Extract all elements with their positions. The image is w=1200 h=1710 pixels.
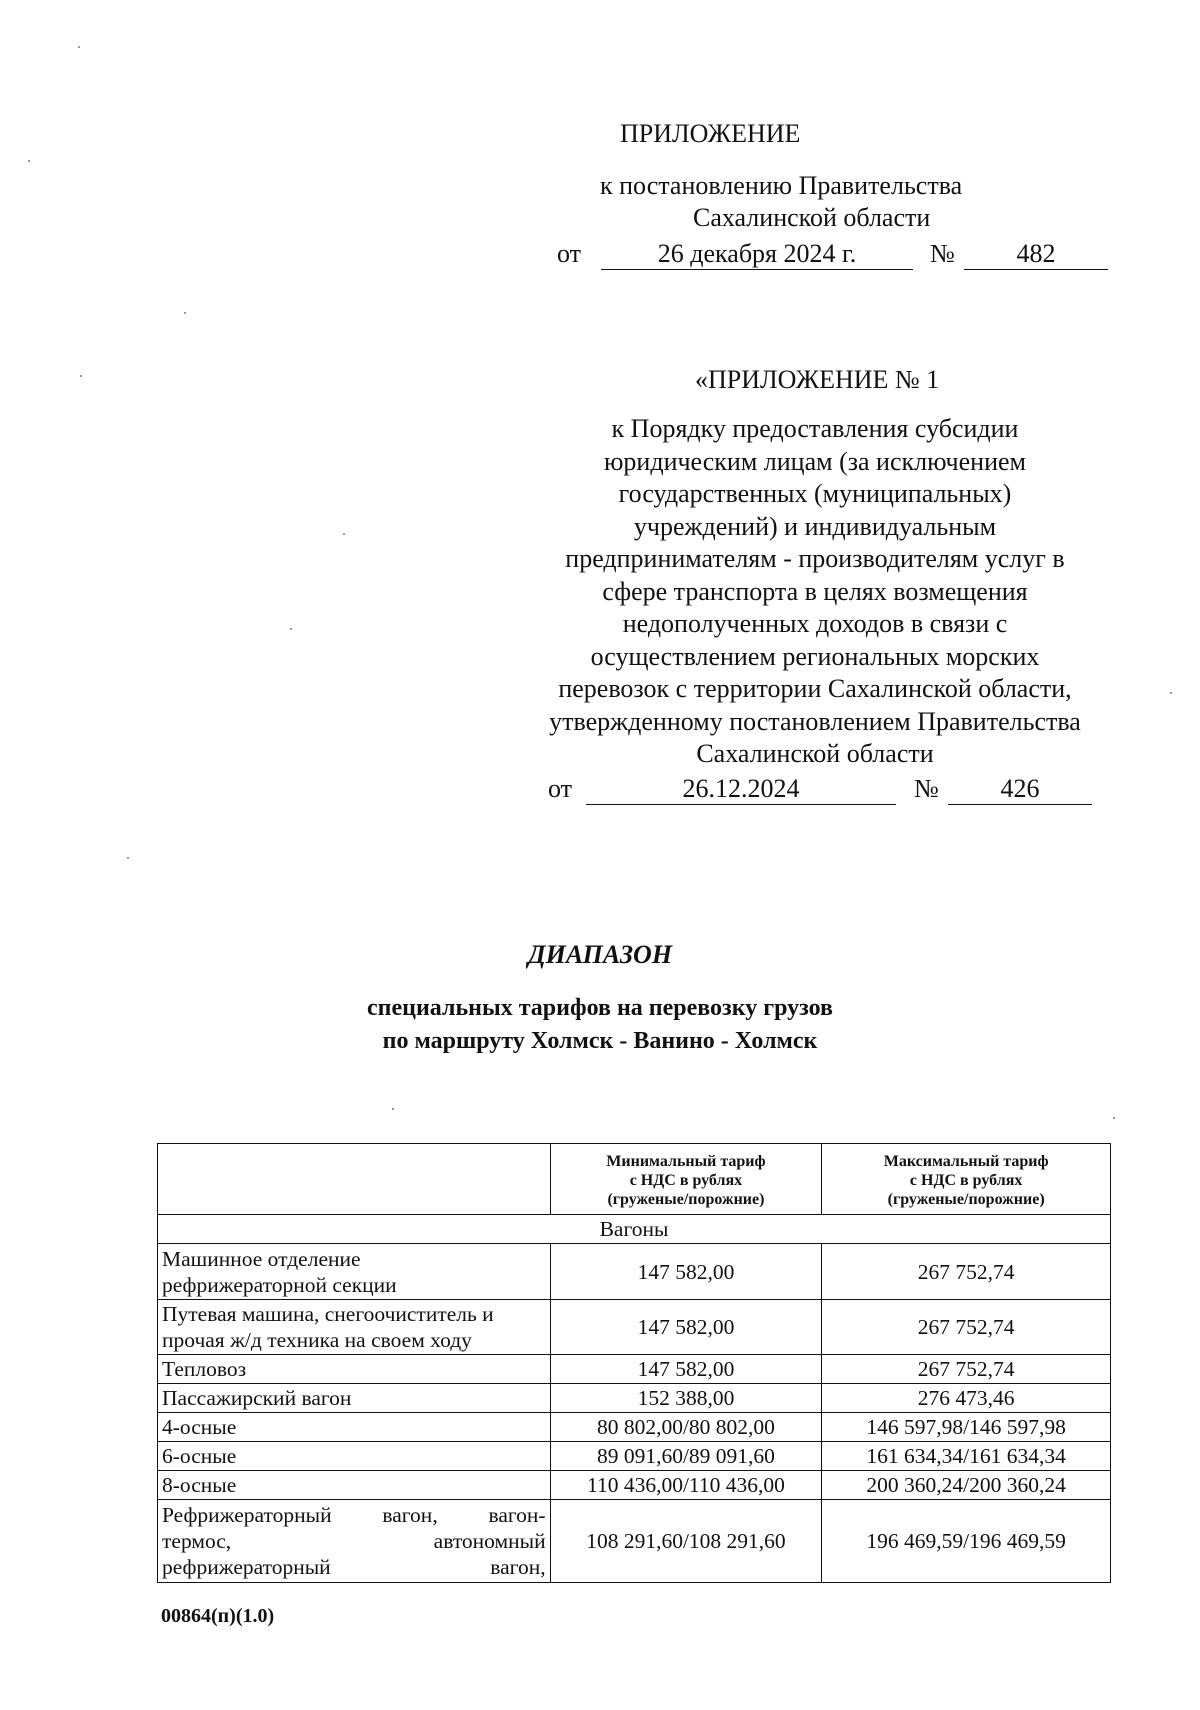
table-row xyxy=(158,1500,1111,1583)
order-line: недополученных доходов в связи с xyxy=(622,609,1008,638)
row-max-tariff: 200 360,24/200 360,24 xyxy=(822,1471,1111,1500)
row-max-tariff: 267 752,74 xyxy=(822,1300,1111,1355)
row-max-tariff: 267 752,74 xyxy=(822,1355,1111,1384)
table-row xyxy=(158,1442,1111,1471)
row-min-tariff: 89 091,60/89 091,60 xyxy=(550,1442,822,1471)
order-appendix-title: «ПРИЛОЖЕНИЕ № 1 xyxy=(695,365,940,394)
decree-date: 26 декабря 2024 г. xyxy=(601,238,913,270)
table-section-row xyxy=(158,1215,1111,1244)
row-min-tariff: 152 388,00 xyxy=(550,1384,822,1413)
row-min-tariff: 147 582,00 xyxy=(550,1355,822,1384)
row-max-tariff: 161 634,34/161 634,34 xyxy=(822,1442,1111,1471)
order-line: Сахалинской области xyxy=(696,739,934,768)
row-name: 4-осные xyxy=(158,1413,551,1442)
from-label: от xyxy=(557,239,582,268)
row-max-tariff: 146 597,98/146 597,98 xyxy=(822,1413,1111,1442)
scan-speck xyxy=(392,1108,394,1110)
decree-reference-line: Сахалинской области xyxy=(693,203,931,232)
header-max-tariff: Максимальный тариф с НДС в рублях (груженые/порожние) xyxy=(822,1144,1111,1215)
order-line: юридическим лицам (за исключением xyxy=(604,446,1026,476)
document-heading: ДИАПАЗОН xyxy=(527,940,673,969)
header-min-tariff: Минимальный тариф с НДС в рублях (груженые/порожние) xyxy=(550,1144,822,1215)
row-name: Машинное отделение рефрижераторной секции xyxy=(158,1244,551,1300)
scan-speck xyxy=(127,857,129,859)
scan-speck xyxy=(184,312,186,314)
from-label: от xyxy=(548,774,573,803)
table-row xyxy=(158,1355,1111,1384)
decree-date-row xyxy=(0,238,1200,274)
order-line: учреждений) и индивидуальным xyxy=(633,511,997,541)
scan-speck xyxy=(290,628,292,630)
table-row xyxy=(158,1244,1111,1300)
row-name: Тепловоз xyxy=(158,1355,551,1384)
number-label: № xyxy=(930,239,955,268)
order-line: перевозок с территории Сахалинской области, xyxy=(558,674,1072,703)
tariff-table xyxy=(157,1143,1111,1583)
order-line: предпринимателям - производителям услуг в xyxy=(565,544,1065,573)
scan-speck xyxy=(80,375,82,377)
order-line: сфере транспорта в целях возмещения xyxy=(602,576,1028,606)
table-row xyxy=(158,1413,1111,1442)
row-name: Рефрижераторный вагон, вагон- термос, автономный рефрижераторный вагон, xyxy=(158,1500,551,1583)
row-name: 6-осные xyxy=(158,1442,551,1471)
order-date-row xyxy=(0,773,1200,809)
document-code: 00864(п)(1.0) xyxy=(161,1605,275,1627)
order-line: государственных (муниципальных) xyxy=(618,479,1012,508)
row-min-tariff: 108 291,60/108 291,60 xyxy=(550,1500,822,1583)
order-line: утвержденному постановлением Правительства xyxy=(549,706,1081,736)
row-name: Путевая машина, снегоочиститель и прочая ж/д техника на своем ходу xyxy=(158,1300,551,1355)
row-name: 8-осные xyxy=(158,1471,551,1500)
table-row xyxy=(158,1300,1111,1355)
scan-speck xyxy=(1113,1117,1115,1119)
order-date: 26.12.2024 xyxy=(586,773,896,805)
document-subheading: по маршруту Холмск - Ванино - Холмск xyxy=(382,1028,818,1054)
row-min-tariff: 147 582,00 xyxy=(550,1300,822,1355)
order-number: 426 xyxy=(948,773,1092,805)
order-line: к Порядку предоставления субсидии xyxy=(611,414,1019,443)
row-min-tariff: 110 436,00/110 436,00 xyxy=(550,1471,822,1500)
appendix-title: ПРИЛОЖЕНИЕ xyxy=(620,119,801,148)
row-min-tariff: 147 582,00 xyxy=(550,1244,822,1300)
document-subheading: специальных тарифов на перевозку грузов xyxy=(367,995,833,1021)
row-max-tariff: 196 469,59/196 469,59 xyxy=(822,1500,1111,1583)
row-max-tariff: 276 473,46 xyxy=(822,1384,1111,1413)
table-row xyxy=(158,1384,1111,1413)
decree-number: 482 xyxy=(964,238,1108,270)
row-name: Пассажирский вагон xyxy=(158,1384,551,1413)
order-line: осуществлением региональных морских xyxy=(590,641,1040,671)
scan-speck xyxy=(78,46,80,48)
header-cell-empty xyxy=(158,1144,551,1215)
number-label: № xyxy=(914,774,939,803)
scan-speck xyxy=(343,533,345,535)
table-row xyxy=(158,1471,1111,1500)
order-appendix-text xyxy=(520,413,1110,771)
row-max-tariff: 267 752,74 xyxy=(822,1244,1111,1300)
row-min-tariff: 80 802,00/80 802,00 xyxy=(550,1413,822,1442)
scan-speck xyxy=(28,160,30,162)
section-label: Вагоны xyxy=(158,1215,1111,1244)
scan-speck xyxy=(1170,692,1172,694)
decree-reference-line: к постановлению Правительства xyxy=(600,171,963,200)
table-header-row xyxy=(158,1144,1111,1215)
